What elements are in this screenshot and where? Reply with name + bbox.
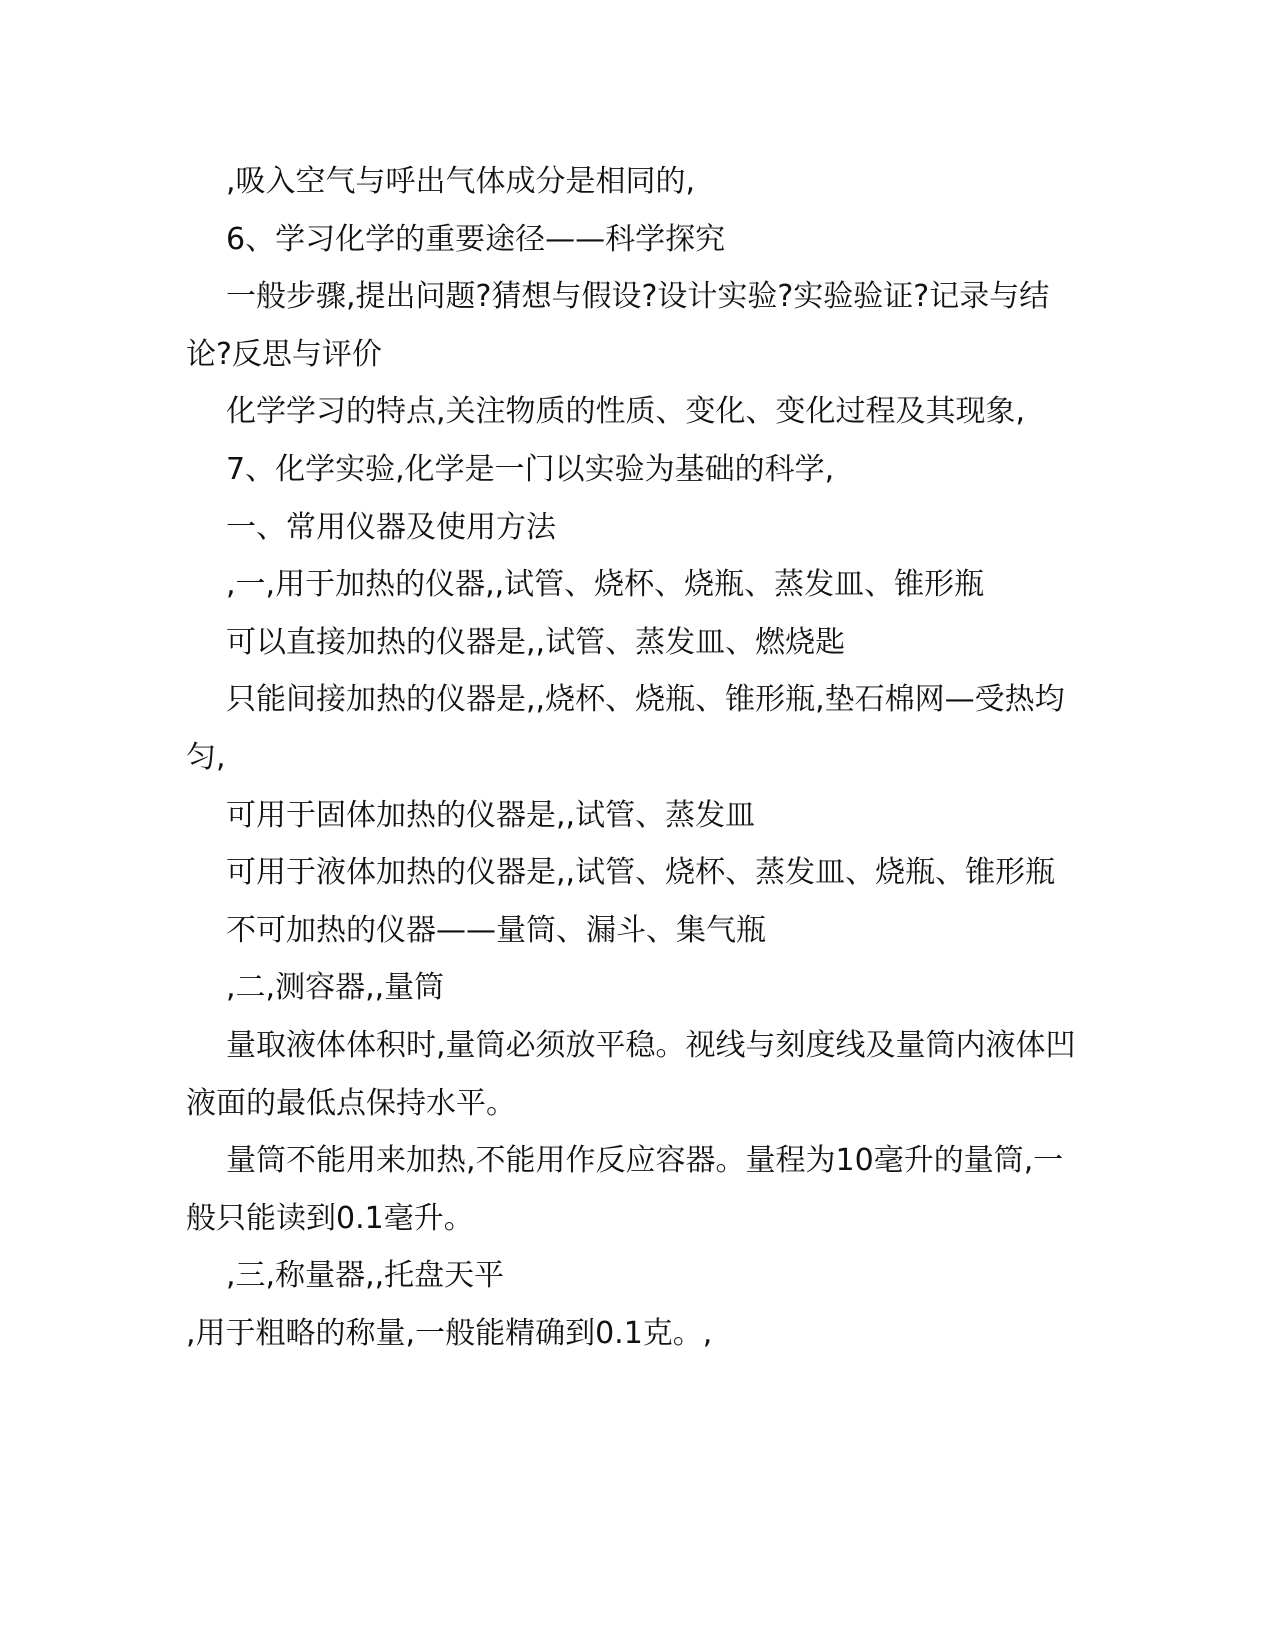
paragraph: 量筒不能用来加热,不能用作反应容器。量程为10毫升的量筒,一般只能读到0.1毫升。 (186, 1143, 1064, 1236)
paragraph: 不可加热的仪器——量筒、漏斗、集气瓶 (226, 912, 766, 948)
paragraph: ,用于粗略的称量,一般能精确到0.1克。, (186, 1315, 713, 1351)
section-heading: 6、学习化学的重要途径——科学探究 (226, 221, 726, 257)
paragraph: 一般步骤,提出问题?猜想与假设?设计实验?实验验证?记录与结论?反思与评价 (186, 279, 1050, 372)
paragraph: 只能间接加热的仪器是,,烧杯、烧瓶、锥形瓶,垫石棉网—受热均匀, (186, 682, 1065, 775)
paragraph: 可以直接加热的仪器是,,试管、蒸发皿、燃烧匙 (226, 624, 846, 660)
paragraph: ,一,用于加热的仪器,,试管、烧杯、烧瓶、蒸发皿、锥形瓶 (226, 567, 985, 603)
section-heading: 7、化学实验,化学是一门以实验为基础的科学, (226, 451, 835, 487)
paragraph: 化学学习的特点,关注物质的性质、变化、变化过程及其现象, (226, 394, 1026, 430)
document-body (186, 153, 1076, 1362)
paragraph: 可用于液体加热的仪器是,,试管、烧杯、蒸发皿、烧瓶、锥形瓶 (226, 855, 1056, 891)
paragraph: ,吸入空气与呼出气体成分是相同的, (226, 164, 696, 199)
paragraph: 量取液体体积时,量筒必须放平稳。视线与刻度线及量筒内液体凹液面的最低点保持水平。 (186, 1027, 1076, 1121)
paragraph: ,二,测容器,,量筒 (226, 970, 445, 1006)
subsection-heading: 一、常用仪器及使用方法 (226, 509, 556, 545)
paragraph: 可用于固体加热的仪器是,,试管、蒸发皿 (226, 797, 756, 833)
paragraph: ,三,称量器,,托盘天平 (226, 1258, 505, 1294)
